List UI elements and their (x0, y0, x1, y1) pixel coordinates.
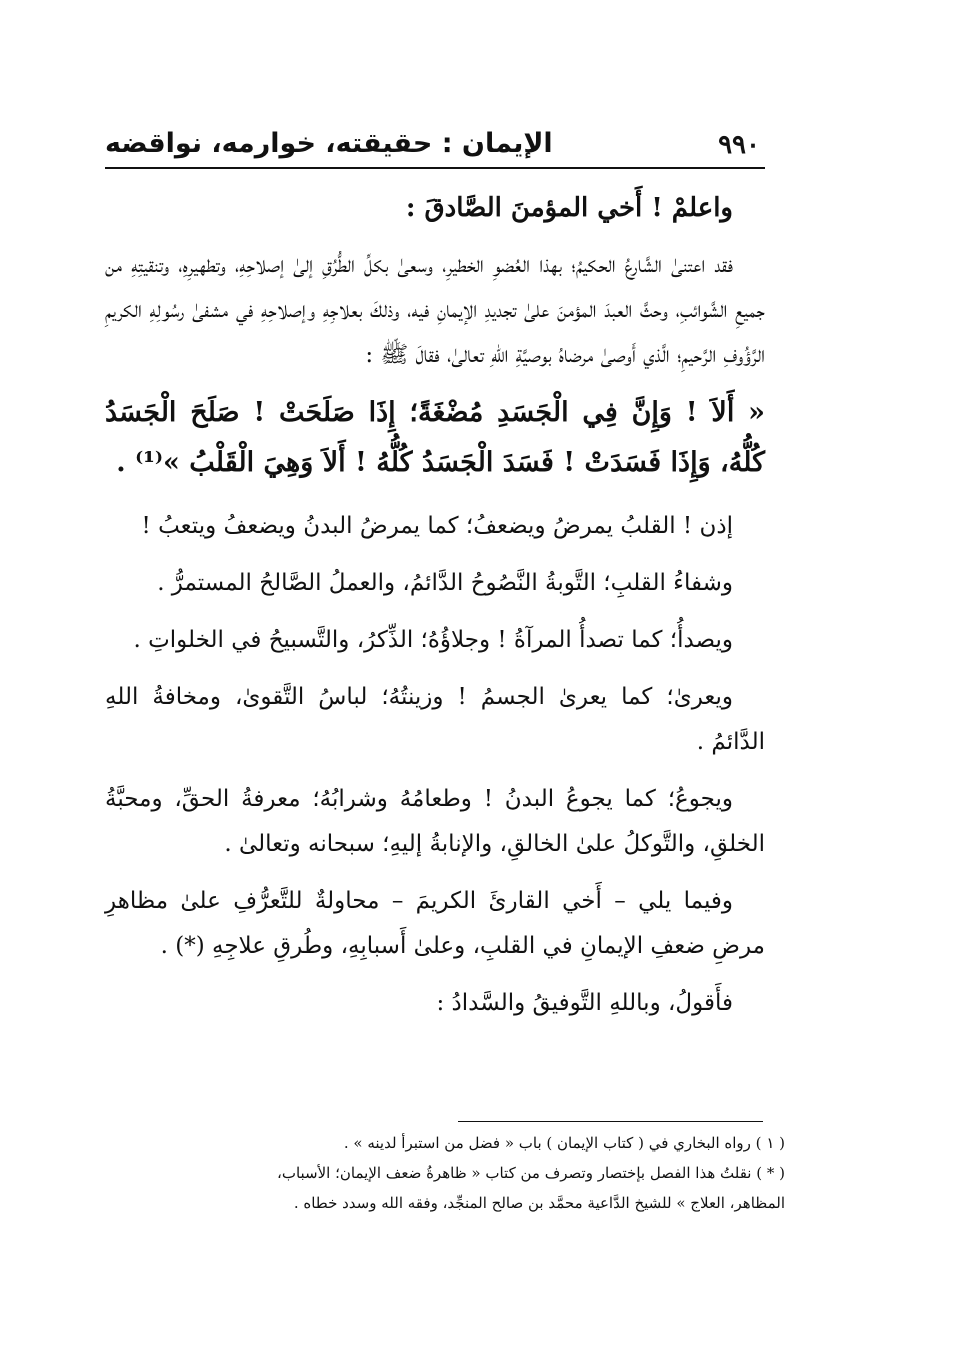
line-4: ويعرىٰ؛ كما يعرىٰ الجسمُ ! وزينتُهُ؛ لباسُ التَّقوىٰ، ومخافةُ اللهِ الدَّائمُ . (105, 684, 765, 755)
header-rule (105, 167, 765, 169)
footnotes (105, 1128, 785, 1218)
hadith-quote: « أَلاَ ! وَإِنَّ فِي الْجَسَدِ مُضْغَةً؛ إِذَا صَلَحَتْ ! صَلَحَ الْجَسَدُ كُلُّهُ، وَإِذَا فَسَدَتْ ! فَسَدَ الْجَسَدُ كُلُّهُ ! أَلاَ وَهِيَ الْقَلْبُ »⁽¹⁾ . (105, 397, 765, 478)
paragraph-2: ويجوعُ؛ كما يجوعُ البدنُ ! وطعامُهُ وشرابُهُ؛ معرفةُ الحقِّ، ومحبَّةُ الخلقِ، والتَّوكلُ علىٰ الخالقِ، والإنابةُ إليهِ؛ سبحانه وتعالىٰ . (105, 786, 765, 857)
footnote-rule (458, 1121, 763, 1122)
page-number: ٩٩٠ (718, 130, 760, 160)
intro-line: واعلمْ ! أَخي المؤمنَ الصَّادقَ : (405, 193, 733, 223)
footnote-1: ( ١ ) رواه البخاري في ( كتاب الإيمان ) باب « فضل من استبرأ لدينه » . (343, 1134, 785, 1152)
line-2: وشفاءُ القلبِ؛ التَّوبةُ النَّصُوحُ الدَّائمُ، والعملُ الصَّالحُ المستمرُّ . (157, 570, 733, 596)
closing-line: فأَقولُ، وباللهِ التَّوفيقُ والسَّدادُ : (436, 990, 733, 1016)
paragraph-1: فقد اعتنىٰ الشَّارعُ الحكيمُ؛ بهذا العُضوِ الخطيرِ، وسعىٰ بكلِّ الطُّرُقِ إلىٰ إصلاحِهِ، وتطهيرِهِ، وتنقيتِهِ من جميعِ الشَّوائبِ، وحثَّ العبدَ المؤمنَ علىٰ تجديدِ الإيمانِ فيه، وذلكَ بعلاجِهِ وإصلاحِهِ في مشفىٰ رسُولِهِ الكريمِ الرَّؤُوفِ الرَّحيمِ؛ الَّذي أَوصىٰ مرضاهُ بوصيَّةِ اللهِ تعالىٰ، فقالَ ﷺ : (105, 252, 765, 368)
main-text (105, 186, 765, 1026)
footnote-star-continuation: المظاهر، العلاج » للشيخ الدَّاعية محمَّد بن صالح المنجِّد، وفقه الله وسدد خطاه . (293, 1194, 785, 1212)
line-1: إذن ! القلبُ يمرضُ ويضعفُ؛ كما يمرضُ البدنُ ويضعفُ ويتعبُ ! (141, 513, 733, 539)
paragraph-3: وفيما يلي – أَخي القارئَ الكريمَ – محاولةٌ للتَّعرُّفِ علىٰ مظاهرِ مرضِ ضعفِ الإيمانِ في القلبِ، وعلىٰ أَسبابِهِ، وطُرقِ علاجِهِ (*) . (105, 888, 765, 959)
running-title: الإيمان : حقيقته، خوارمه، نواقضه (105, 128, 553, 159)
footnote-star: ( * ) نقلتُ هذا الفصل بإختصار وتصرف من كتاب « ظاهرةُ ضعف الإيمان؛ الأسباب، (277, 1164, 785, 1182)
page-header (105, 120, 760, 170)
line-3: ويصدأُ؛ كما تصدأُ المرآةُ ! وجلاؤُهُ؛ الذِّكرُ، والتَّسبيحُ في الخلواتِ . (133, 627, 733, 653)
